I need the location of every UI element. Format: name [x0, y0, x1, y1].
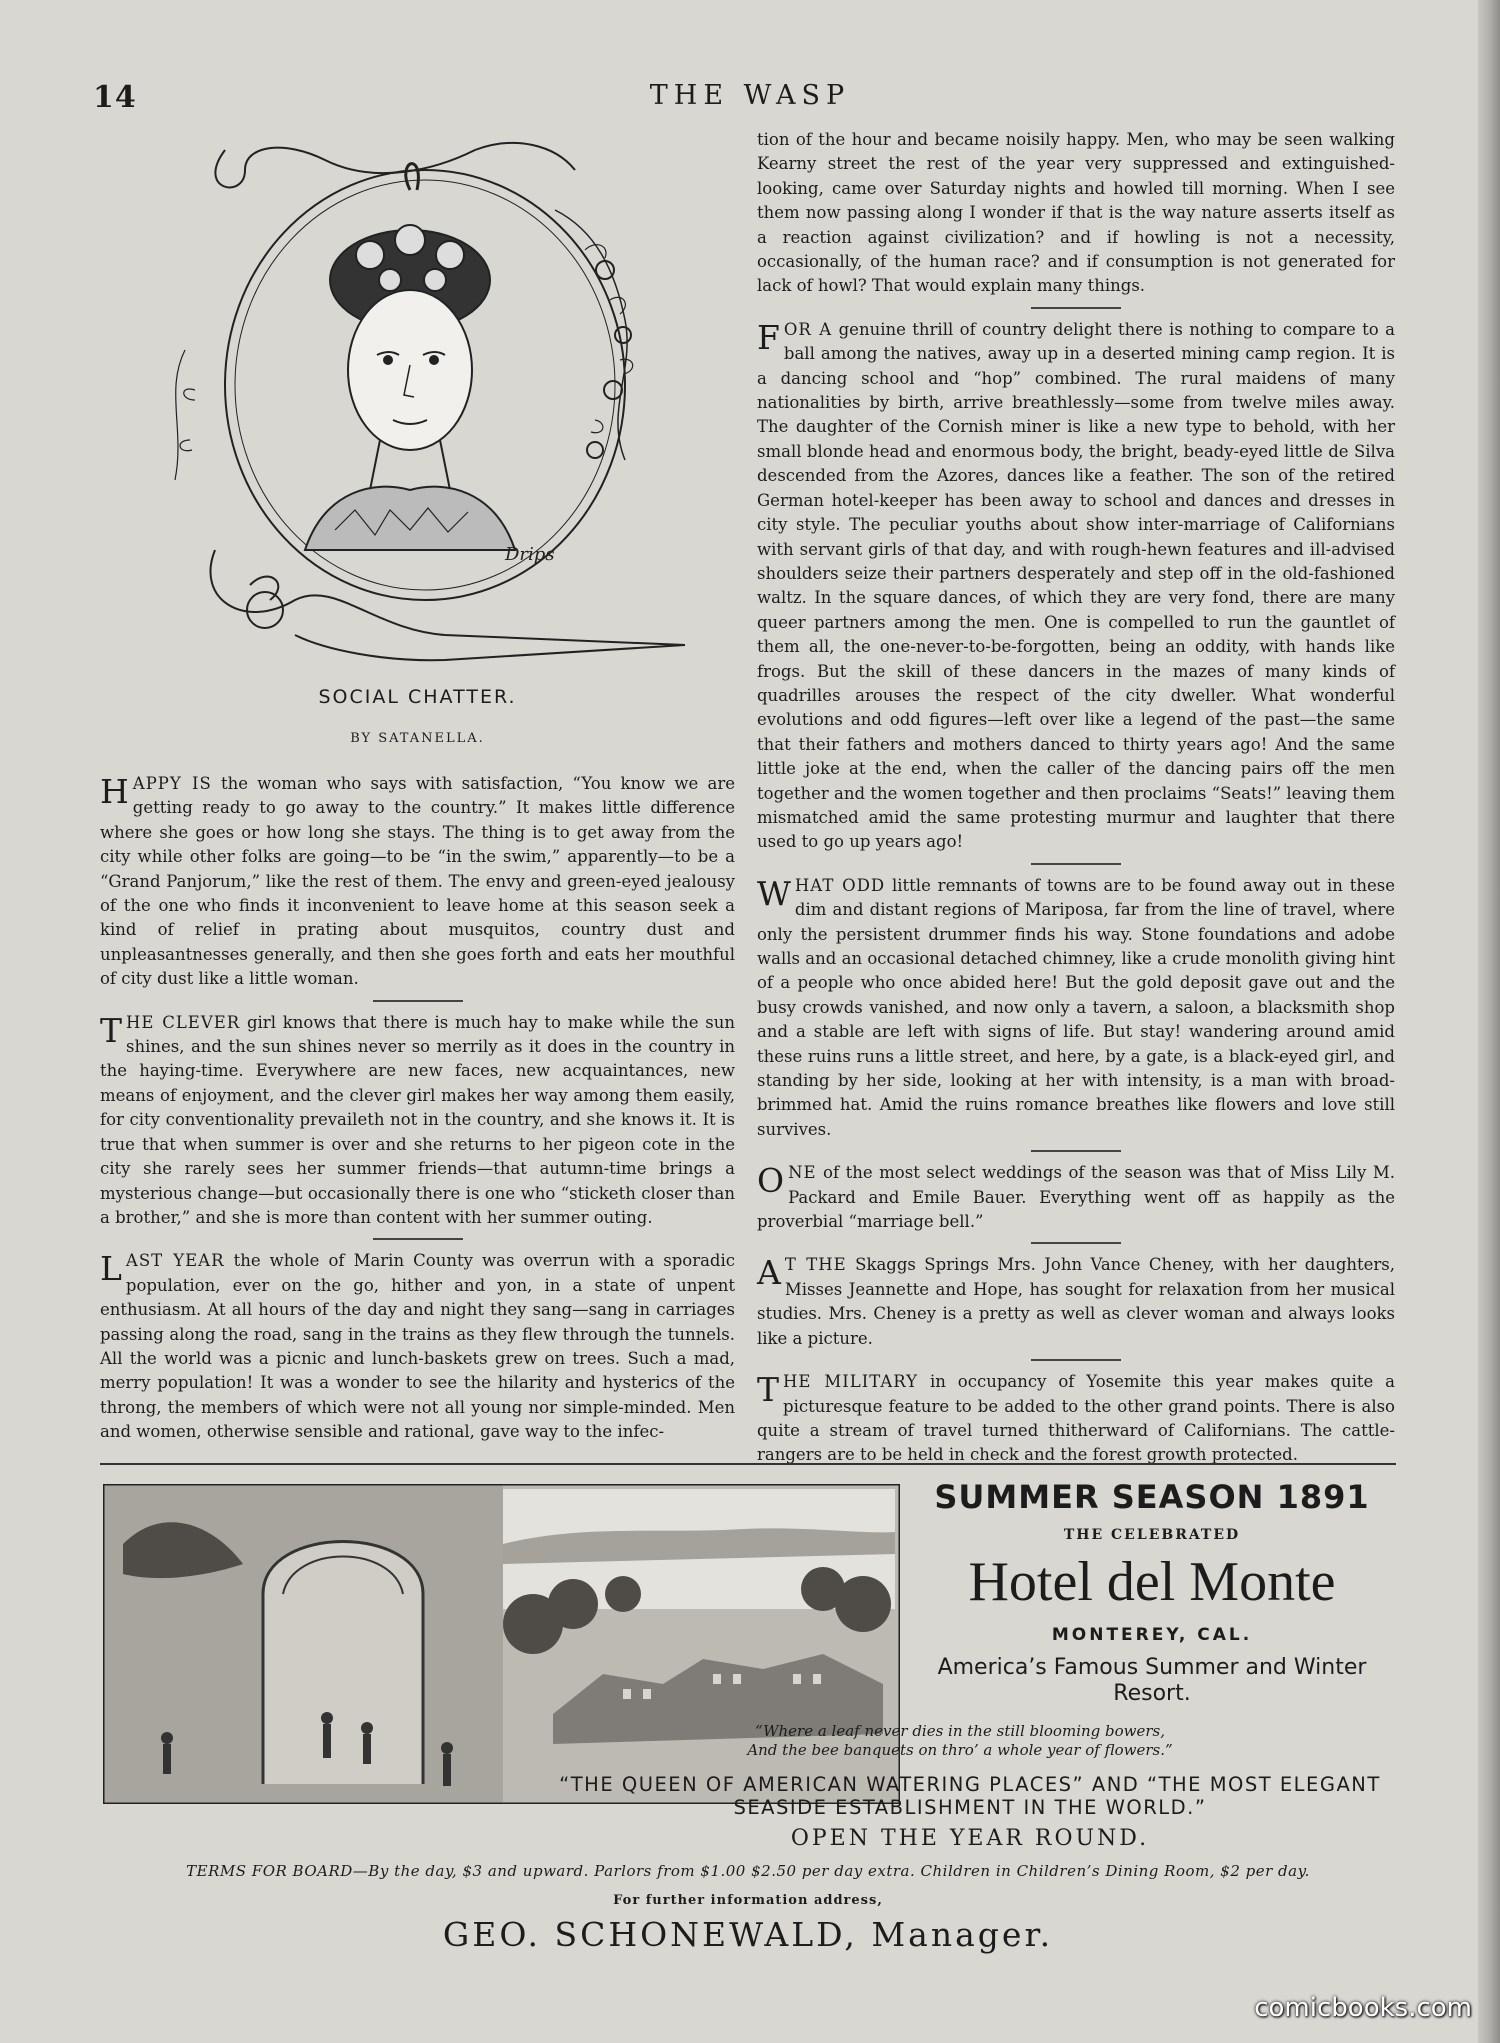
- paragraph-text: of the most select weddings of the season was that of Miss Lily M. Packard and Emile Bauer. Everything went off as happily as the proverbial “marriage bell.”: [757, 1163, 1395, 1232]
- paragraph-text: the whole of Marin County was overrun with a sporadic population, ever on the go, hither and yon, in a state of unpent enthusiasm. At all hours of the day and night they sang—sang in carriages passing along the road, sang in the trains as they flew through the tunnels. All the world was a picnic and lunch-baskets grew on trees. Such a mad, merry population! It was a wonder to see the hilarity and hysterics of the throng, the members of which were not all young nor simple-minded. Men and women, otherwise sensible and rational, gave way to the infec-: [100, 1251, 736, 1442]
- paragraph: [100, 1249, 735, 1444]
- paragraph-lead: HAT ODD: [794, 875, 886, 895]
- article-title: SOCIAL CHATTER.: [318, 686, 517, 708]
- article-column-right: [757, 128, 1395, 1468]
- ad-hotel-name: Hotel del Monte: [968, 1551, 1336, 1613]
- ad-location: MONTEREY, CAL.: [1051, 1625, 1253, 1645]
- article-column-left: [100, 772, 735, 1445]
- paragraph-text: little remnants of towns are to be found away out in these dim and distant regions of Mariposa, far from the line of travel, where only the persistent drummer finds his way. Stone foundations and adobe walls and an occasional detached chimney, like a crude monolith giving hint of a people who once abided here! But the gold deposit gave out and the busy crowds vanished, and now only a tavern, a saloon, a blacksmith shop and a stable are left with signs of life. But stay! wandering around amid these ruins runs a little street, and here, by a gate, is a black-eyed girl, and standing by her side, looking at her with intensity, is a man with broad-brimmed hat. Amid the ruins romance breathes like flowers and love still survives.: [757, 875, 1396, 1139]
- page-edge: [1478, 0, 1500, 2043]
- paragraph-lead: APPY IS: [132, 774, 212, 793]
- paragraph-text: the woman who says with satisfaction, “You know we are getting ready to go away to the country.” It makes little difference where she goes or how long she stays. The thing is to get away from the city while other folks are going—to be “in the swim,” apparently—to be a “Grand Panjorum,” like the rest of them. The envy and green-eyed jealousy of the one who finds it inconvenient to leave home at this season seek a kind of relief in prating about musquitos, country dust and unpleasantnesses generally, and then she goes forth and eats her mouthful of city dust like a little woman.: [100, 774, 735, 989]
- section-divider: [1031, 1359, 1121, 1361]
- paragraph: [100, 1011, 735, 1231]
- paragraph-text: genuine thrill of country delight there is nothing to compare to a ball among the natives, away up in a deserted mining camp region. It is a dancing school and “hop” combined. The rural maidens of many nationalities by birth, arrive breathlessly—some from twelve miles away. The daughter of the Cornish miner is like a new type to behold, with her small blonde head and enormous body, the bright, beady-eyed little de Silva descended from the Azores, dances like a feather. The son of the retired German hotel-keeper has been away to school and dances and dresses in city style. The peculiar youths about show inter-marriage of Californians with servant girls of that day, and with rough-hewn features and ill-advised shoulders seize their partners desperately and step off in the old-fashioned waltz. In the square dances, of which they are very fond, there are many queer partners among the men. One is compelled to run the gauntlet of them all, the one-never-to-be-forgotten, being an oddity, with hands like frogs. But the skill of these dancers in the mazes of many kinds of quadrilles arouses the respect of the city dweller. What wonderful evolutions and odd figures—left over like a legend of the past—the same that their fathers and mothers danced to thirty years ago! And the same little joke at the end, when the caller of the dancing pairs off the men together and the women together and then proclaims “Seats!” leaving them mismatched amid the same protesting murmur and laughter that there used to go up years ago!: [757, 319, 1395, 852]
- section-divider: [1031, 1242, 1121, 1244]
- paragraph-lead: HE MILITARY: [783, 1372, 919, 1392]
- dropcap: O: [757, 1161, 785, 1201]
- dropcap: T: [100, 1010, 123, 1050]
- page-number: 14: [93, 80, 137, 115]
- ad-tagline: America’s Famous Summer and Winter Resort.: [937, 1655, 1367, 1706]
- article-byline: BY SATANELLA.: [350, 731, 485, 746]
- paragraph-text: tion of the hour and became noisily happy. Men, who may be seen walking Kearny street the rest of the year very suppressed and extinguished-looking, came over Saturday nights and howled till morning. When I see them now passing along I wonder if that is the way nature asserts itself as a reaction against civilization? and if howling is not a necessity, occasionally, of the human race? and if consumption is not generated for lack of howl? That would explain many things.: [757, 130, 1395, 296]
- paragraph-lead: OR A: [783, 319, 833, 339]
- section-divider: [373, 1000, 463, 1002]
- dropcap: L: [100, 1249, 122, 1289]
- site-watermark: comicbooks.com: [1254, 1993, 1472, 2023]
- paragraph: [757, 318, 1395, 855]
- paragraph-text: in occupancy of Yosemite this year makes quite a picturesque feature to be added to the other grand points. There is also quite a stream of travel turned thitherward of Californians. The cattle-rangers are to be held in check and the forest growth protected.: [757, 1372, 1395, 1465]
- ad-info: For further information address,: [613, 1893, 883, 1908]
- paragraph: [757, 128, 1395, 299]
- advertisement-rule: [100, 1463, 1396, 1465]
- section-divider: [1031, 1150, 1121, 1152]
- section-divider: [1031, 863, 1121, 865]
- ad-verse: “Where a leaf never dies in the still blooming bowers, And the bee banquets on thro’ a whole year of flowers.”: [747, 1722, 1173, 1759]
- ad-queen-slogan: “THE QUEEN OF AMERICAN WATERING PLACES” AND “THE MOST ELEGANT SEASIDE ESTABLISHMENT IN THE WORLD.”: [559, 1773, 1381, 1819]
- paragraph: [757, 1253, 1395, 1351]
- dropcap: F: [757, 317, 780, 357]
- section-divider: [1031, 307, 1121, 309]
- masthead: THE WASP: [649, 80, 851, 111]
- portrait-face: [348, 290, 472, 450]
- paragraph: [757, 874, 1395, 1142]
- ad-celebrated: THE CELEBRATED: [1063, 1527, 1241, 1543]
- paragraph-lead: NE: [788, 1163, 817, 1183]
- paragraph-lead: T THE: [784, 1255, 847, 1275]
- dropcap: A: [757, 1253, 781, 1293]
- dropcap: T: [757, 1370, 780, 1410]
- ad-season-heading: SUMMER SEASON 1891: [934, 1478, 1370, 1516]
- ad-open-year-round: OPEN THE YEAR ROUND.: [790, 1826, 1150, 1851]
- paragraph: [757, 1370, 1395, 1468]
- paragraph-text: Skaggs Springs Mrs. John Vance Cheney, with her daughters, Misses Jeannette and Hope, has sought for relaxation from her musical studies. Mrs. Cheney is a pretty as well as clever woman and always looks like a picture.: [757, 1255, 1395, 1348]
- ad-manager: GEO. SCHONEWALD, Manager.: [442, 1915, 1054, 1954]
- paragraph: [757, 1161, 1395, 1234]
- ad-terms: TERMS FOR BOARD—By the day, $3 and upward. Parlors from $1.00 $2.50 per day extra. Children in Children’s Dining Room, $2 per day.: [186, 1862, 1310, 1880]
- portrait-illustration: [155, 130, 725, 675]
- paragraph-lead: HE CLEVER: [126, 1012, 241, 1032]
- dropcap: H: [100, 772, 129, 811]
- paragraph-lead: AST YEAR: [125, 1251, 225, 1271]
- paragraph: [100, 772, 735, 992]
- illustration-signature: Drips: [505, 544, 555, 565]
- dropcap: W: [757, 873, 791, 913]
- paragraph-text: girl knows that there is much hay to make while the sun shines, and the sun shines never so merrily as it does in the country in the haying-time. Everywhere are new faces, new acquaintances, new means of enjoyment, and the clever girl makes her way among them easily, for city conventionality prevaileth not in the country, and she knows it. It is true that when summer is over and she returns to her pigeon cote in the city she rarely sees her summer friends—that autumn-time brings a mysterious change—but occasionally there is one who “sticketh closer than a brother,” and she is more than content with her summer outing.: [100, 1012, 735, 1227]
- section-divider: [373, 1238, 463, 1240]
